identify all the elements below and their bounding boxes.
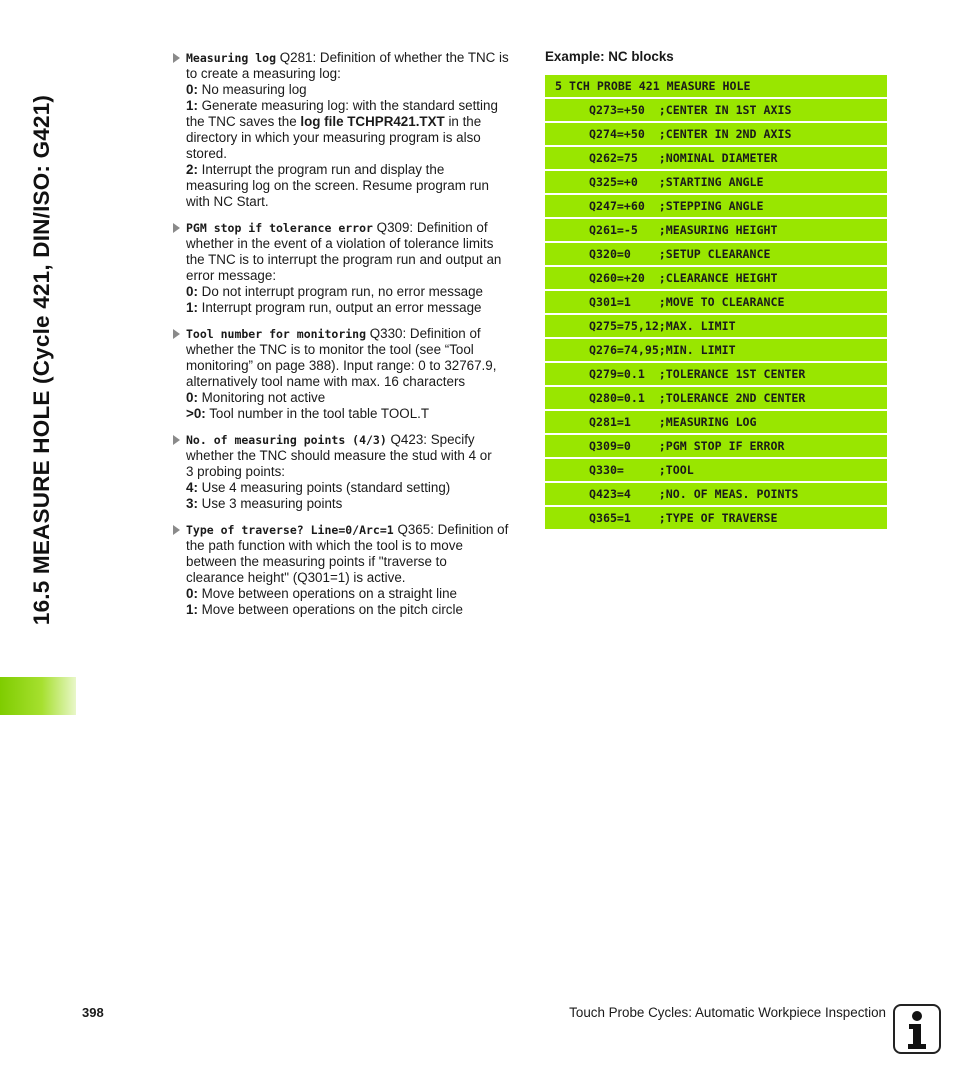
line-text: Generate measuring log: with the standard setting [197,98,498,113]
line-text: between the measuring points if "traverse to [186,554,447,569]
arrow-right-icon [173,525,180,535]
example-title: Example: NC blocks [545,49,674,64]
nc-block-row: Q320=0 ;SETUP CLEARANCE [545,243,887,265]
line-text: Move between operations on a straight line [197,586,457,601]
parameter-head-text: Q365: Definition of [393,522,509,537]
nc-block-row: Q281=1 ;MEASURING LOG [545,411,887,433]
nc-block-row: Q274=+50 ;CENTER IN 2ND AXIS [545,123,887,145]
line-text: whether the TNC should measure the stud with 4 or [186,448,492,463]
parameter-head [186,432,524,448]
chapter-title-text: 16.5 MEASURE HOLE (Cycle 421, DIN/ISO: G421) [29,94,55,626]
line-text: error message: [186,268,277,283]
parameter-line [186,602,524,618]
parameter-line [186,66,524,82]
parameter-line [186,194,524,210]
option-key: 4: [186,480,198,495]
chapter-tab-marker [0,677,76,715]
parameter-head-text: Q423: Specify [386,432,475,447]
option-key: 1: [186,98,198,113]
nc-block-row: Q260=+20 ;CLEARANCE HEIGHT [545,267,887,289]
line-text: to create a measuring log: [186,66,341,81]
line-text: Use 3 measuring points [197,496,343,511]
parameter-line [186,538,524,554]
parameter-head [186,326,524,342]
nc-block-row: Q325=+0 ;STARTING ANGLE [545,171,887,193]
line-text: clearance height" (Q301=1) is active. [186,570,406,585]
parameter-item [172,326,524,422]
example-panel [545,49,887,531]
parameter-item [172,50,524,210]
nc-block-row: 5 TCH PROBE 421 MEASURE HOLE [545,75,887,97]
line-text: with NC Start. [186,194,269,209]
parameter-line [186,496,524,512]
line-text: monitoring” on page 388). Input range: 0 to 32767.9, [186,358,497,373]
info-icon [893,1004,941,1054]
line-text: Interrupt program run, output an error message [197,300,482,315]
parameter-line [186,146,524,162]
line-text: Tool number in the tool table TOOL.T [205,406,430,421]
parameter-line [186,374,524,390]
parameter-line [186,236,524,252]
line-text: Interrupt the program run and display the [197,162,445,177]
parameter-line [186,130,524,146]
parameter-line [186,82,524,98]
parameter-line [186,570,524,586]
option-key: 2: [186,162,198,177]
line-text: No measuring log [197,82,307,97]
parameter-line [186,284,524,300]
line-text: the TNC is to interrupt the program run and output an [186,252,502,267]
parameter-line [186,252,524,268]
line-text: Use 4 measuring points (standard setting) [197,480,451,495]
line-text: the path function with which the tool is to move [186,538,463,553]
nc-block-row: Q262=75 ;NOMINAL DIAMETER [545,147,887,169]
option-key: 0: [186,82,198,97]
parameter-line [186,480,524,496]
page-number: 398 [82,1005,104,1020]
line-text: in the [444,114,482,129]
chapter-title [22,40,62,680]
parameter-line [186,464,524,480]
parameter-head-text: Q281: Definition of whether the TNC is [276,50,509,65]
option-key: 3: [186,496,198,511]
parameter-head-text: Q309: Definition of [372,220,488,235]
option-key: 0: [186,284,198,299]
parameter-line [186,300,524,316]
parameter-item [172,432,524,512]
parameter-list [172,50,524,628]
line-text: alternatively tool name with max. 16 characters [186,374,466,389]
parameter-line [186,554,524,570]
line-text: measuring log on the screen. Resume program run [186,178,489,193]
parameter-head [186,50,524,66]
parameter-line [186,390,524,406]
line-text: the TNC saves the [186,114,301,129]
arrow-right-icon [173,223,180,233]
emphasis-text: log file TCHPR421.TXT [300,114,445,129]
parameter-item [172,522,524,618]
nc-block-row: Q423=4 ;NO. OF MEAS. POINTS [545,483,887,505]
parameter-line [186,448,524,464]
parameter-line [186,162,524,178]
line-text: 3 probing points: [186,464,286,479]
parameter-code: Measuring log [186,51,277,65]
nc-block-row: Q261=-5 ;MEASURING HEIGHT [545,219,887,241]
option-key: >0: [186,406,206,421]
parameter-line [186,342,524,358]
line-text: stored. [186,146,227,161]
parameter-code: Tool number for monitoring [186,327,367,341]
option-key: 1: [186,300,198,315]
nc-block-row: Q275=75,12;MAX. LIMIT [545,315,887,337]
parameter-line [186,586,524,602]
nc-block-row: Q330= ;TOOL [545,459,887,481]
parameter-head [186,220,524,236]
parameter-line [186,358,524,374]
arrow-right-icon [173,53,180,63]
nc-block-row: Q276=74,95;MIN. LIMIT [545,339,887,361]
arrow-right-icon [173,435,180,445]
nc-block-row: Q365=1 ;TYPE OF TRAVERSE [545,507,887,529]
parameter-head [186,522,524,538]
parameter-line [186,114,524,130]
line-text: Move between operations on the pitch circle [197,602,463,617]
parameter-code: No. of measuring points (4/3) [186,433,387,447]
nc-block-row: Q280=0.1 ;TOLERANCE 2ND CENTER [545,387,887,409]
line-text: Do not interrupt program run, no error message [197,284,483,299]
footer-chapter: Touch Probe Cycles: Automatic Workpiece Inspection [569,1005,886,1020]
parameter-item [172,220,524,316]
line-text: directory in which your measuring program is also [186,130,481,145]
parameter-code: Type of traverse? Line=0/Arc=1 [186,523,394,537]
nc-block-row: Q247=+60 ;STEPPING ANGLE [545,195,887,217]
nc-block-row: Q301=1 ;MOVE TO CLEARANCE [545,291,887,313]
nc-block-row: Q279=0.1 ;TOLERANCE 1ST CENTER [545,363,887,385]
option-key: 1: [186,602,198,617]
nc-block-row: Q309=0 ;PGM STOP IF ERROR [545,435,887,457]
option-key: 0: [186,390,198,405]
parameter-line [186,268,524,284]
parameter-line [186,98,524,114]
parameter-line [186,406,524,422]
parameter-code: PGM stop if tolerance error [186,221,373,235]
line-text: Monitoring not active [197,390,326,405]
arrow-right-icon [173,329,180,339]
line-text: whether in the event of a violation of tolerance limits [186,236,494,251]
nc-block-list [545,75,887,529]
parameter-line [186,178,524,194]
line-text: whether the TNC is to monitor the tool (see “Tool [186,342,474,357]
nc-block-row: Q273=+50 ;CENTER IN 1ST AXIS [545,99,887,121]
option-key: 0: [186,586,198,601]
parameter-head-text: Q330: Definition of [366,326,481,341]
